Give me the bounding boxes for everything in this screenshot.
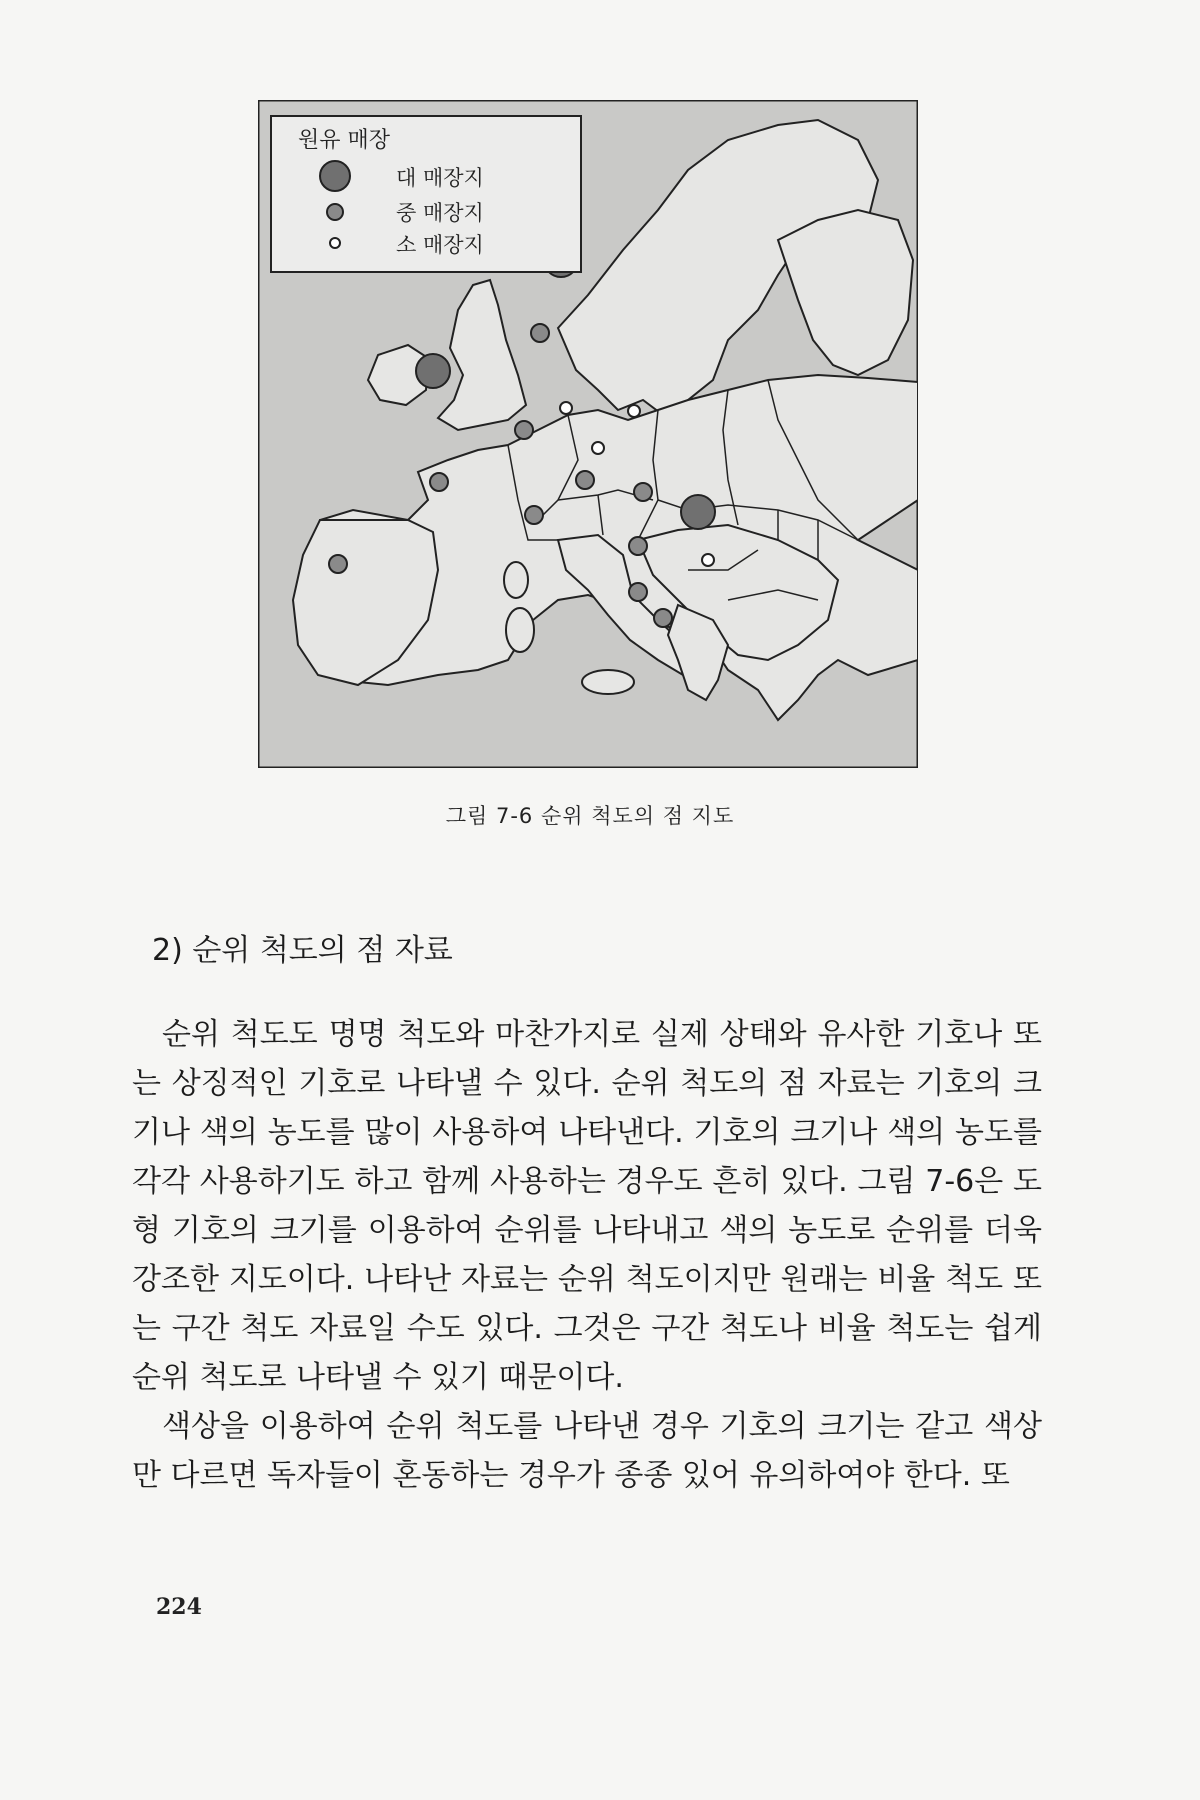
symbol-medium	[430, 473, 448, 491]
legend-title: 원유 매장	[298, 128, 391, 153]
symbol-small	[702, 554, 714, 566]
map-legend	[270, 115, 582, 273]
symbol-medium	[634, 483, 652, 501]
paragraph: 순위 척도도 명명 척도와 마찬가지로 실제 상태와 유사한 기호나 또는 상징적인 기호로 나타낼 수 있다. 순위 척도의 점 자료는 기호의 크기나 색의 농도를 많이 사용하여 나타낸다. 기호의 크기나 색의 농도를 각각 사용하기도 하고 함께 사용하는 경우도 흔히 있다. 그림 7-6은 도형 기호의 크기를 이용하여 순위를 나타내고 색의 농도로 순위를 더욱 강조한 지도이다. 나타난 자료는 순위 척도이지만 원래는 비율 척도 또는 구간 척도 자료일 수도 있다. 그것은 구간 척도나 비율 척도는 쉽게 순위 척도로 나타낼 수 있기 때문이다.	[132, 1017, 1042, 1395]
legend-label-medium: 중 매장지	[396, 201, 484, 225]
symbol-large	[416, 354, 450, 388]
medium-circle-icon	[326, 203, 344, 221]
symbol-medium	[576, 471, 594, 489]
legend-label-small: 소 매장지	[396, 233, 484, 257]
legend-item-medium	[272, 195, 580, 231]
page-number: 224	[156, 1594, 202, 1620]
symbol-medium	[629, 537, 647, 555]
land-corsica	[504, 562, 528, 598]
symbol-medium	[629, 583, 647, 601]
large-circle-icon	[319, 160, 351, 192]
symbol-small	[592, 442, 604, 454]
paragraph: 색상을 이용하여 순위 척도를 나타낸 경우 기호의 크기는 같고 색상만 다르면 독자들이 혼동하는 경우가 종종 있어 유의하여야 한다. 또	[132, 1409, 1042, 1493]
symbol-small	[560, 402, 572, 414]
land-sicily	[582, 670, 634, 694]
legend-item-large	[272, 157, 580, 193]
symbol-medium	[329, 555, 347, 573]
small-circle-icon	[329, 237, 341, 249]
figure-caption: 그림 7-6 순위 척도의 점 지도	[445, 804, 735, 828]
land-sardinia	[506, 608, 534, 652]
symbol-medium	[531, 324, 549, 342]
legend-label-large: 대 매장지	[396, 166, 484, 190]
symbol-medium	[515, 421, 533, 439]
symbol-medium	[654, 609, 672, 627]
body-text	[132, 1010, 1042, 1500]
symbol-small	[628, 405, 640, 417]
legend-item-small	[272, 229, 580, 265]
symbol-large	[681, 495, 715, 529]
section-heading: 2) 순위 척도의 점 자료	[152, 933, 453, 968]
symbol-medium	[525, 506, 543, 524]
